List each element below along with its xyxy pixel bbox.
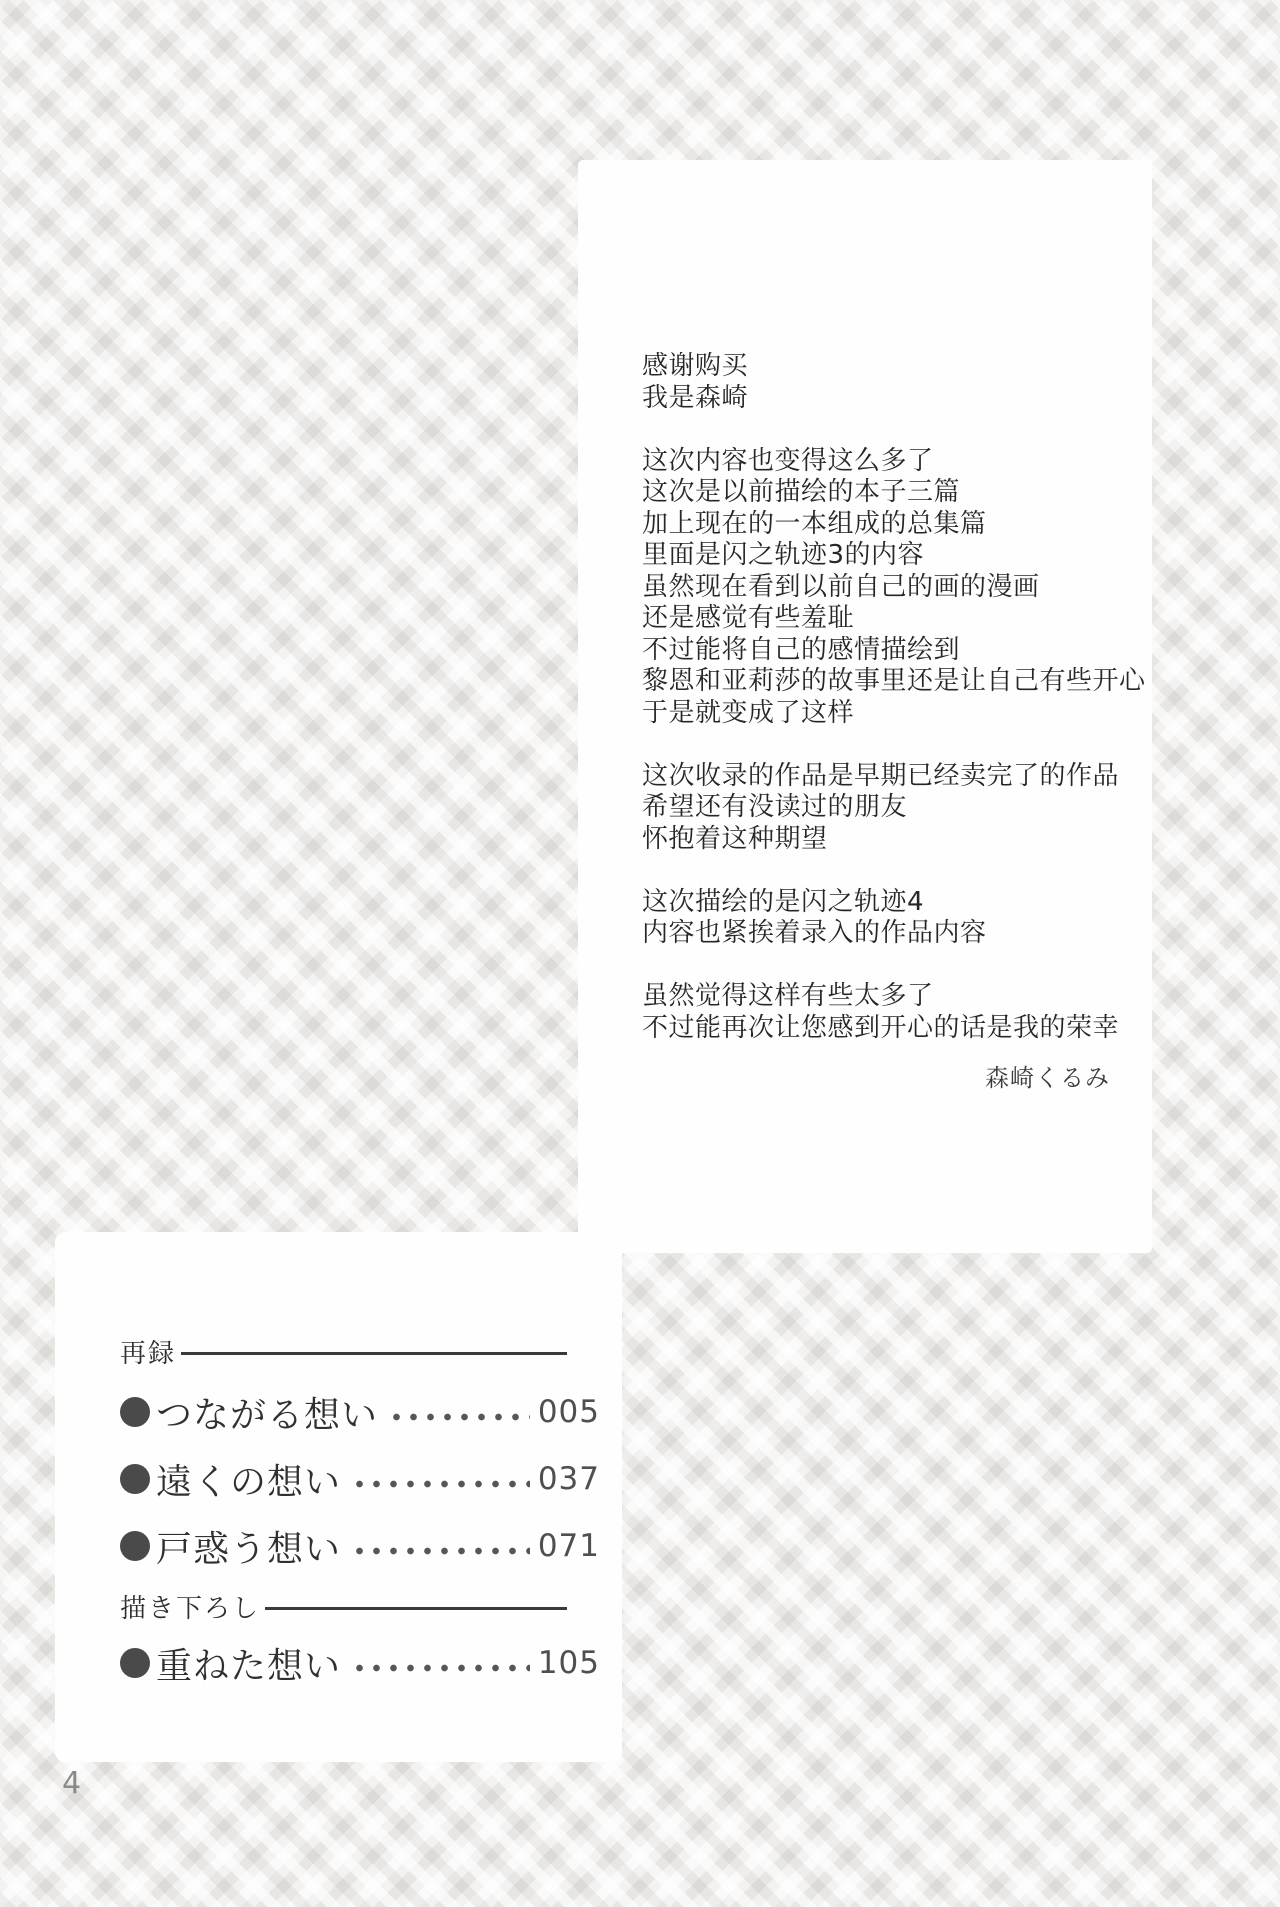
bullet-icon (120, 1397, 150, 1427)
afterword-line: 还是感觉有些羞耻 (642, 603, 855, 633)
afterword-line: 感谢购买 (642, 351, 749, 381)
afterword-line: 希望还有没读过的朋友 (642, 792, 908, 822)
afterword-line: 怀抱着这种期望 (642, 823, 828, 854)
afterword-line: 虽然现在看到以前自己的画的漫画 (642, 571, 1040, 602)
afterword-line-blank (642, 855, 1142, 887)
toc-entry-page: 037 (537, 1461, 600, 1497)
afterword-line: 虽然觉得这样有些太多了 (642, 981, 934, 1011)
toc-entry-title: 戸惑う想い (156, 1528, 342, 1570)
toc-section-heading-reprints (120, 1336, 567, 1369)
toc-section-heading-label: 再録 (120, 1338, 177, 1369)
afterword-line: 于是就变成了这样 (642, 697, 855, 728)
toc-entry-title: 遠くの想い (156, 1461, 342, 1503)
afterword-line: 内容也紧挨着录入的作品内容 (642, 918, 987, 948)
afterword-panel (578, 160, 1152, 1253)
afterword-line-blank (642, 950, 1142, 982)
toc-section-heading-newly-drawn (120, 1591, 567, 1624)
toc-entry (120, 1524, 600, 1568)
afterword-line: 黎恩和亚莉莎的故事里还是让自己有些开心 (642, 666, 1146, 696)
page-number: 4 (62, 1766, 82, 1801)
toc-entry-page: 005 (537, 1394, 600, 1430)
afterword-line: 这次描绘的是闪之轨迹4 (642, 886, 925, 917)
dot-leader (351, 1546, 530, 1556)
afterword-line: 我是森崎 (642, 382, 749, 413)
afterword-line-blank (642, 729, 1142, 761)
toc-entry-page: 071 (537, 1528, 600, 1564)
afterword-line: 这次内容也变得这么多了 (642, 445, 934, 476)
toc-entry-title: 重ねた想い (156, 1645, 342, 1687)
bullet-icon (120, 1531, 150, 1561)
afterword-line: 不过能再次让您感到开心的话是我的荣幸 (642, 1012, 1120, 1043)
toc-entry (120, 1641, 600, 1685)
dot-leader (351, 1663, 530, 1673)
toc-entry (120, 1457, 600, 1501)
afterword-text (642, 351, 1146, 1044)
afterword-line: 加上现在的一本组成的总集篇 (642, 508, 987, 539)
heading-rule (181, 1352, 567, 1355)
afterword-line: 这次是以前描绘的本子三篇 (642, 477, 961, 507)
heading-rule (265, 1607, 567, 1610)
afterword-line: 不过能将自己的感情描绘到 (642, 634, 961, 665)
toc-section-heading-label: 描き下ろし (120, 1593, 261, 1624)
toc-entry-page: 105 (537, 1645, 600, 1681)
dot-leader (388, 1412, 530, 1422)
bullet-icon (120, 1648, 150, 1678)
dot-leader (351, 1479, 530, 1489)
toc-entry-title: つながる想い (156, 1394, 379, 1436)
afterword-line-blank (642, 414, 1142, 446)
afterword-line: 里面是闪之轨迹3的内容 (642, 540, 925, 570)
table-of-contents-panel (55, 1232, 622, 1762)
afterword-line: 这次收录的作品是早期已经卖完了的作品 (642, 760, 1120, 791)
toc-entry (120, 1390, 600, 1434)
author-signature: 森崎くるみ (985, 1064, 1110, 1092)
bullet-icon (120, 1464, 150, 1494)
